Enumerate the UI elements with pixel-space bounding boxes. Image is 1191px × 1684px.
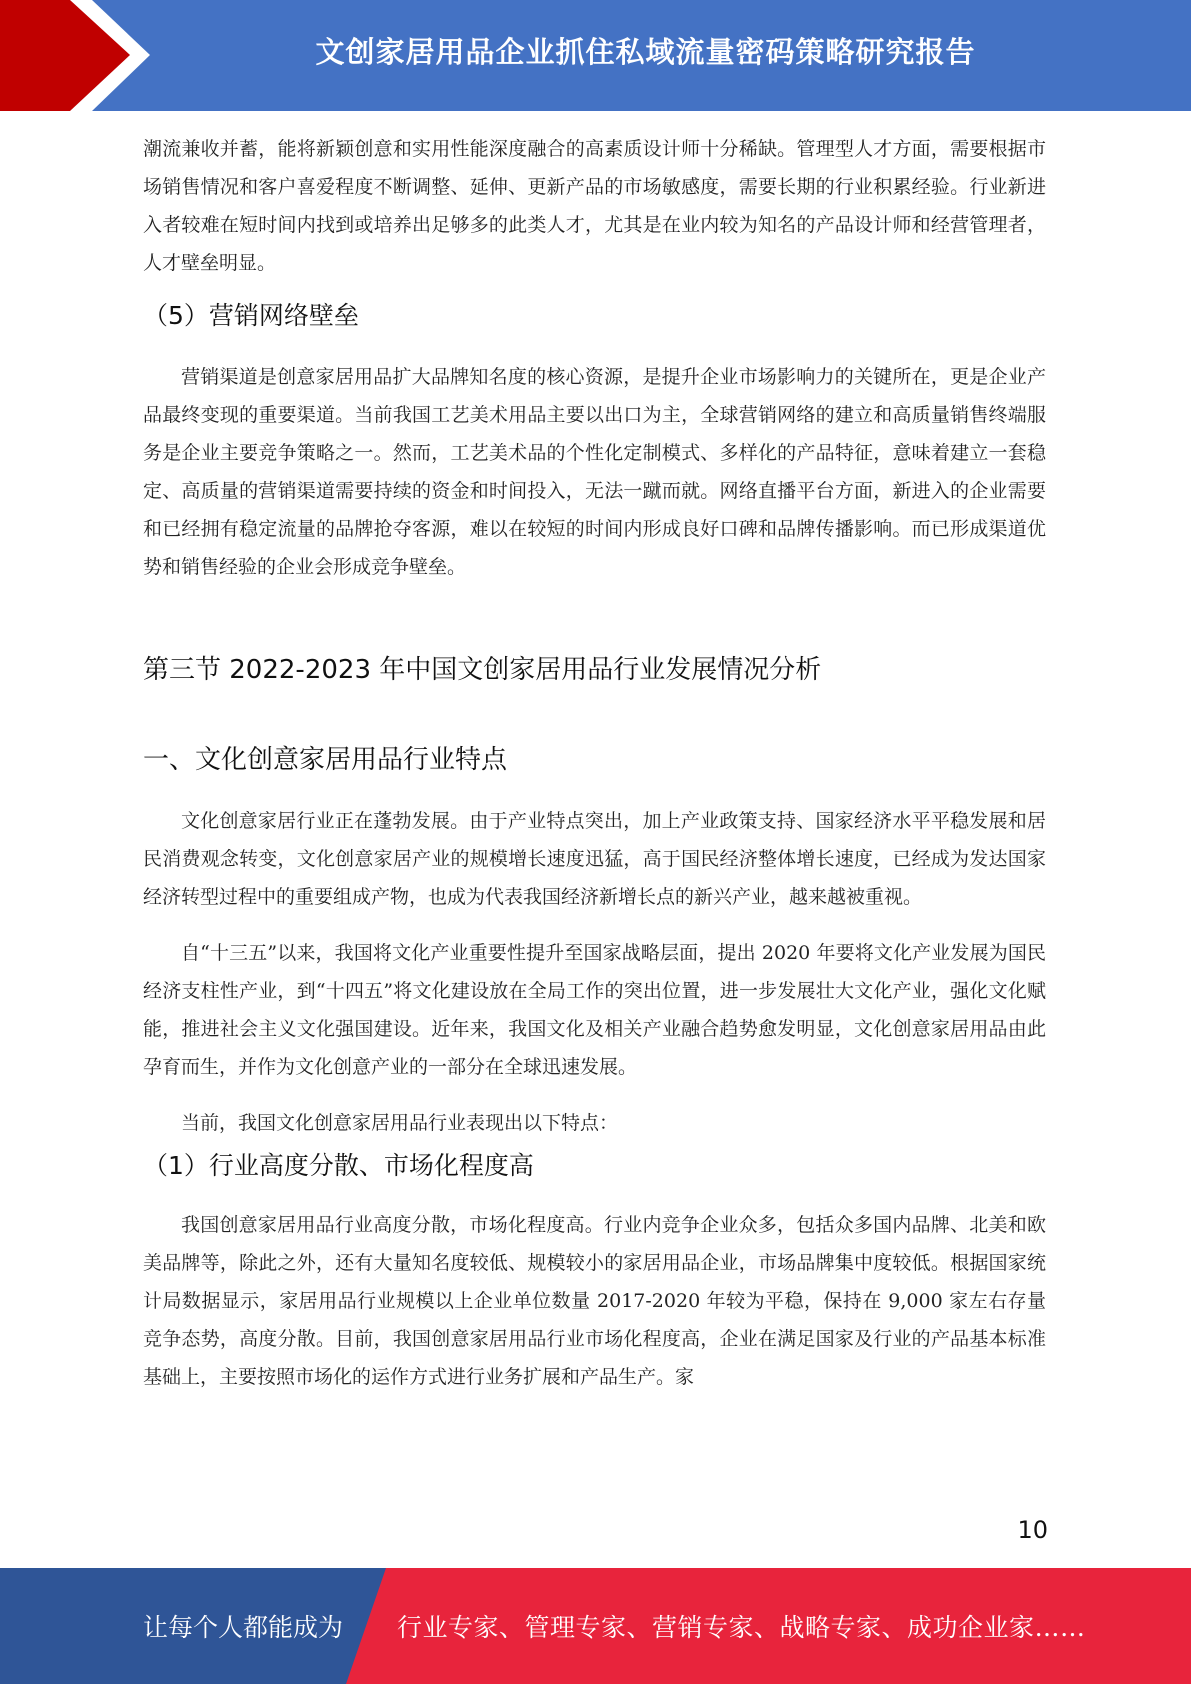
section-title: 第三节 2022-2023 年中国文创家居用品行业发展情况分析 [143, 655, 822, 685]
section-heading: 一、文化创意家居用品行业特点 [143, 745, 508, 775]
paragraph: 文化创意家居行业正在蓬勃发展。由于产业特点突出，加上产业政策支持、国家经济水平平稳发展和居民消费观念转变，文化创意家居产业的规模增长速度迅猛，高于国民经济整体增长速度，已经成为发达国家经济转型过程中的重要组成产物，也成为代表我国经济新增长点的新兴产业，越来越被重视。 [143, 810, 1046, 908]
subheading: （1）行业高度分散、市场化程度高 [143, 1151, 534, 1180]
report-title: 文创家居用品企业抓住私域流量密码策略研究报告 [315, 34, 976, 69]
footer-slogan-right: 行业专家、管理专家、营销专家、战略专家、成功企业家…… [397, 1613, 1086, 1642]
paragraph: 我国创意家居用品行业高度分散，市场化程度高。行业内竞争企业众多，包括众多国内品牌、北美和欧美品牌等，除此之外，还有大量知名度较低、规模较小的家居用品企业，市场品牌集中度较低。根据国家统计局数据显示，家居用品行业规模以上企业单位数量 2017-2020 年较为平稳，保持在 9,000 家左右存量竞争态势，高度分散。目前，我国创意家居用品行业市场化程度高，企业在满足国家及行业的产品基本标准基础上，主要按照市场化的运作方式进行业务扩展和产品生产。家 [143, 1214, 1046, 1388]
paragraph: 营销渠道是创意家居用品扩大品牌知名度的核心资源，是提升企业市场影响力的关键所在，更是企业产品最终变现的重要渠道。当前我国工艺美术用品主要以出口为主，全球营销网络的建立和高质量销售终端服务是企业主要竞争策略之一。然而，工艺美术品的个性化定制模式、多样化的产品特征，意味着建立一套稳定、高质量的营销渠道需要持续的资金和时间投入，无法一蹴而就。网络直播平台方面，新进入的企业需要和已经拥有稳定流量的品牌抢夺客源，难以在较短的时间内形成良好口碑和品牌传播影响。而已形成渠道优势和销售经验的企业会形成竞争壁垒。 [143, 366, 1046, 578]
page-header [0, 0, 1191, 111]
page-footer [0, 1568, 1191, 1684]
page-body [143, 130, 1046, 1396]
paragraph: 自“十三五”以来，我国将文化产业重要性提升至国家战略层面，提出 2020 年要将文化产业发展为国民经济支柱性产业，到“十四五”将文化建设放在全局工作的突出位置，进一步发展壮大文化产业，强化文化赋能，推进社会主义文化强国建设。近年来，我国文化及相关产业融合趋势愈发明显，文化创意家居用品由此孕育而生，并作为文化创意产业的一部分在全球迅速发展。 [143, 942, 1046, 1078]
subheading: （5）营销网络壁垒 [143, 301, 359, 330]
page-number: 10 [1017, 1516, 1048, 1544]
footer-slogan-left: 让每个人都能成为 [143, 1613, 344, 1642]
chevron-decoration-icon [0, 0, 150, 111]
paragraph: 当前，我国文化创意家居用品行业表现出以下特点： [181, 1112, 619, 1134]
paragraph: 潮流兼收并蓄，能将新颖创意和实用性能深度融合的高素质设计师十分稀缺。管理型人才方面，需要根据市场销售情况和客户喜爱程度不断调整、延伸、更新产品的市场敏感度，需要长期的行业积累经验。行业新进入者较难在短时间内找到或培养出足够多的此类人才，尤其是在业内较为知名的产品设计师和经营管理者，人才壁垒明显。 [143, 138, 1046, 274]
